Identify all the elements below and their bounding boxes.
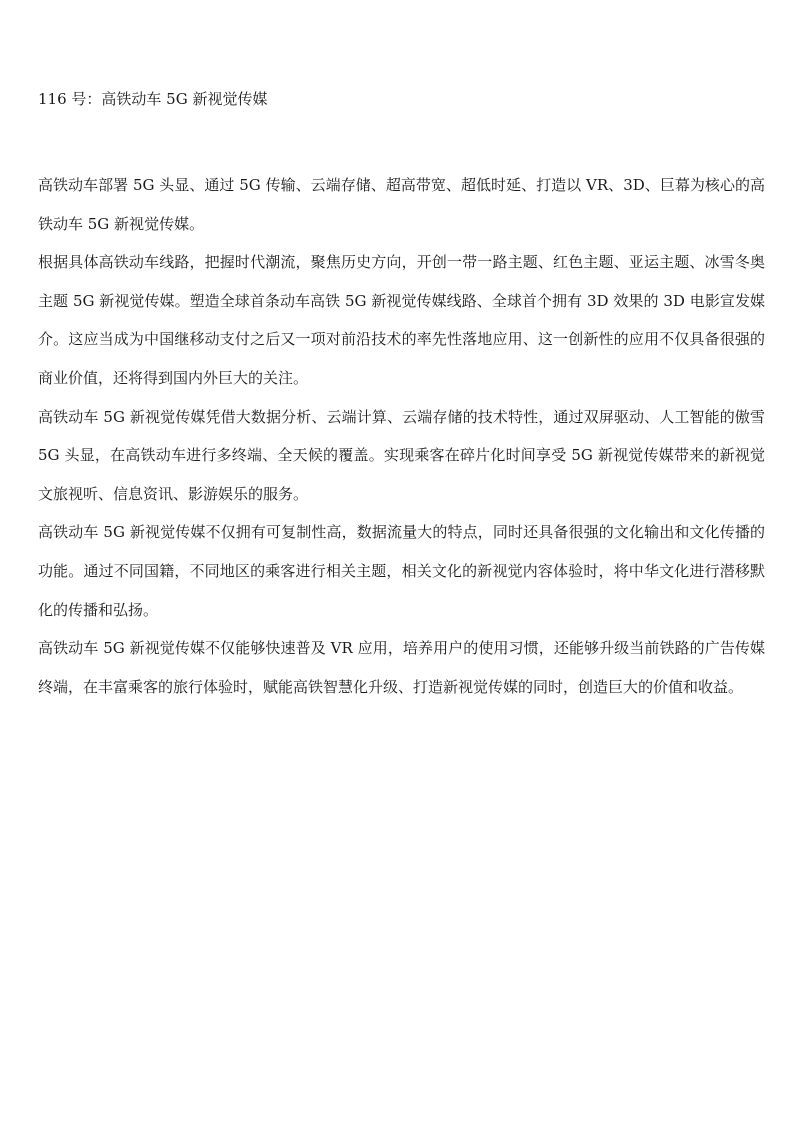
paragraph: 根据具体高铁动车线路，把握时代潮流，聚焦历史方向，开创一带一路主题、红色主题、亚运主题、冰雪冬奥主题 5G 新视觉传媒。塑造全球首条动车高铁 5G 新视觉传媒线路、全球首个拥有 3D 效果的 3D 电影宣发媒介。这应当成为中国继移动支付之后又一项对前沿技术的率先性落地应用、这一创新性的应用不仅具备很强的商业价值，还将得到国内外巨大的关注。 <box>38 253 765 387</box>
document-title: 116 号：高铁动车 5G 新视觉传媒 <box>38 90 268 108</box>
document-body <box>38 166 765 706</box>
paragraph: 高铁动车 5G 新视觉传媒不仅拥有可复制性高，数据流量大的特点，同时还具备很强的文化输出和文化传播的功能。通过不同国籍，不同地区的乘客进行相关主题，相关文化的新视觉内容体验时，将中华文化进行潜移默化的传播和弘扬。 <box>38 523 765 619</box>
paragraph: 高铁动车部署 5G 头显、通过 5G 传输、云端存储、超高带宽、超低时延、打造以 VR、3D、巨幕为核心的高铁动车 5G 新视觉传媒。 <box>38 176 765 233</box>
paragraph: 高铁动车 5G 新视觉传媒不仅能够快速普及 VR 应用，培养用户的使用习惯，还能够升级当前铁路的广告传媒终端，在丰富乘客的旅行体验时，赋能高铁智慧化升级、打造新视觉传媒的同时，创造巨大的价值和收益。 <box>38 639 765 696</box>
paragraph: 高铁动车 5G 新视觉传媒凭借大数据分析、云端计算、云端存储的技术特性，通过双屏驱动、人工智能的傲雪 5G 头显，在高铁动车进行多终端、全天候的覆盖。实现乘客在碎片化时间享受 5G 新视觉传媒带来的新视觉文旅视听、信息资讯、影游娱乐的服务。 <box>38 407 765 503</box>
